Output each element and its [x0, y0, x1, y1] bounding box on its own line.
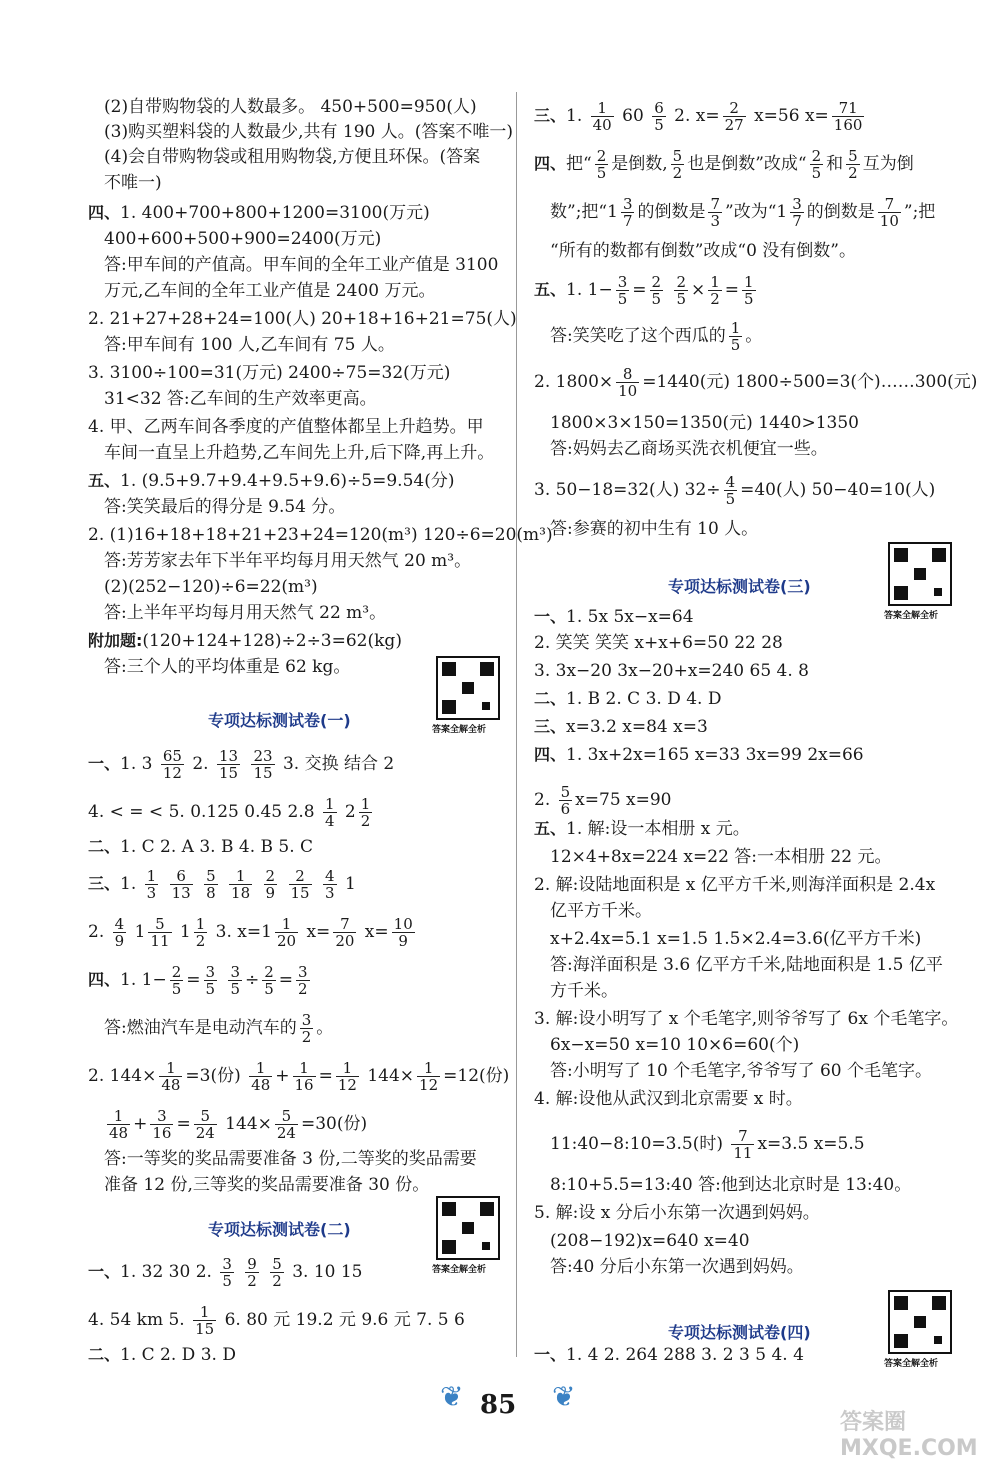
fraction: $\frac{1}{15}$: [195, 1303, 215, 1338]
answer-line: [534, 1344, 804, 1366]
answer-line: [88, 470, 454, 492]
section-title-3: 专项达标测试卷(三): [668, 577, 811, 596]
answer-text: 3. 50−18=32(人) 32÷ $\frac{4}{5}$ =40(人) 50−40=10(人): [534, 473, 936, 508]
answer-line: [550, 1034, 799, 1056]
answer-text: x+2.4x=5.1 x=1.5 1.5×2.4=3.6(亿平方千米): [550, 929, 922, 949]
answer-line: [104, 388, 377, 410]
answer-text: 答:三个人的平均体重是 62 kg。: [104, 657, 351, 677]
section-number: 附加题:: [88, 631, 143, 650]
fraction: $\frac{1}{16}$: [294, 1059, 314, 1094]
fraction: $\frac{3}{5}$: [230, 963, 240, 998]
fraction: $\frac{1}{48}$: [109, 1107, 129, 1142]
answer-line: [550, 1174, 911, 1196]
answer-line: [550, 1256, 804, 1278]
answer-text: 2. 21+27+28+24=100(人) 20+18+16+21=75(人): [88, 309, 517, 329]
answer-line: [104, 96, 477, 118]
qr-code-icon[interactable]: [888, 542, 952, 606]
fraction: $\frac{1}{48}$: [251, 1059, 271, 1094]
answer-text: 1. 解:设一本相册 x 元。: [566, 819, 750, 839]
answer-text: 答:海洋面积是 3.6 亿平方千米,陆地面积是 1.5 亿平: [550, 955, 943, 975]
answer-line: [550, 438, 828, 460]
answer-line: [88, 524, 553, 546]
answer-line: [104, 280, 435, 302]
answer-text: 1. 4 2. 264 288 3. 2 3 5 4. 4: [566, 1345, 804, 1365]
qr-caption: 答案全解全析: [432, 1265, 487, 1275]
answer-line: [550, 1128, 865, 1161]
answer-line: [104, 146, 480, 168]
answer-text: 1. (9.5+9.7+9.4+9.5+9.6)÷5=9.54(分): [120, 471, 455, 491]
answer-text: 1. 5x 5x−x=64: [566, 607, 694, 627]
answer-line: [88, 1304, 465, 1337]
answer-text: 万元,乙车间的全年工业产值是 2400 万元。: [104, 281, 436, 301]
fraction: $\frac{1}{5}$: [744, 273, 754, 308]
answer-line: [550, 846, 891, 868]
fraction: $\frac{5}{24}$: [276, 1107, 296, 1142]
column-divider: [516, 92, 517, 1357]
answer-line: [104, 550, 471, 572]
fraction: $\frac{1}{12}$: [419, 1059, 439, 1094]
answer-line: [550, 1230, 750, 1252]
answer-text: 1. C 2. D 3. D: [120, 1345, 236, 1365]
fraction: $\frac{5}{2}$: [848, 147, 858, 182]
fraction: $\frac{5}{2}$: [672, 147, 683, 182]
fraction: $\frac{7}{3}$: [710, 195, 721, 230]
answer-text: 答:燃油汽车是电动汽车的 $\frac{3}{2}$ 。: [104, 1011, 334, 1046]
answer-text: 4. 甲、乙两车间各季度的产值整体都呈上升趋势。甲: [88, 417, 484, 437]
answer-text: 答:芳芳家去年下半年平均每月用天然气 20 m³。: [104, 551, 472, 571]
watermark: 答案圈 MXQE.COM: [840, 1410, 978, 1461]
fraction: $\frac{2}{5}$: [811, 147, 822, 182]
answer-text: 31<32 答:乙车间的生产效率更高。: [104, 389, 377, 409]
answer-line: [550, 980, 618, 1002]
fraction: $\frac{3}{5}$: [205, 963, 216, 998]
answer-line: [104, 1148, 477, 1170]
answer-text: 12×4+8x=224 x=22 答:一本相册 22 元。: [550, 847, 892, 867]
section-number: 四、: [534, 745, 567, 764]
qr-code-icon[interactable]: [436, 1196, 500, 1260]
answer-text: 4. 解:设他从武汉到北京需要 x 时。: [534, 1089, 803, 1109]
palm-decoration-icon: ❦: [440, 1380, 464, 1413]
answer-line: [88, 916, 418, 949]
answer-line: [534, 100, 867, 133]
answer-text: $\frac{1}{48}$ + $\frac{3}{16}$ = $\frac{5}{24}$ 144× $\frac{5}{24}$ =30(份): [109, 1107, 368, 1142]
fraction: $\frac{9}{2}$: [247, 1255, 257, 1290]
fraction: $\frac{4}{3}$: [325, 867, 335, 902]
answer-line: [104, 228, 381, 250]
qr-code-icon[interactable]: [888, 1290, 952, 1354]
answer-text: 6x−x=50 x=10 10×6=60(个): [550, 1035, 800, 1055]
answer-text: 答:妈妈去乙商场买洗衣机便宜一些。: [550, 439, 828, 459]
fraction: $\frac{2}{5}$: [596, 147, 607, 182]
answer-text: 2. 笑笑 笑笑 x+x+6=50 22 28: [534, 633, 783, 653]
answer-line: [104, 254, 498, 276]
answer-line: [534, 716, 708, 738]
answer-text: 400+600+500+900=2400(万元): [104, 229, 382, 249]
answer-line: [550, 196, 935, 229]
section-number: 一、: [534, 607, 567, 626]
section-number: 三、: [88, 874, 121, 893]
fraction: $\frac{1}{40}$: [592, 99, 612, 134]
section-number: 五、: [534, 819, 567, 838]
section-number: 四、: [88, 203, 121, 222]
answer-line: [88, 796, 375, 829]
answer-text: (4)会自带购物袋或租用购物袋,方便且环保。(答案: [104, 147, 481, 167]
fraction: $\frac{2}{5}$: [651, 273, 662, 308]
answer-line: [550, 1060, 932, 1082]
fraction: $\frac{5}{24}$: [195, 1107, 215, 1142]
answer-line: [534, 474, 935, 507]
answer-text: 答:甲车间有 100 人,乙车间有 75 人。: [104, 335, 395, 355]
section-number: 二、: [534, 689, 567, 708]
answer-line: [550, 928, 921, 950]
fraction: $\frac{1}{2}$: [710, 273, 720, 308]
answer-text: 亿平方千米。: [550, 901, 652, 921]
answer-line: [534, 606, 694, 628]
fraction: $\frac{4}{9}$: [114, 915, 125, 950]
answer-line: [534, 818, 750, 840]
fraction: $\frac{1}{3}$: [146, 867, 157, 902]
answer-line: [534, 874, 935, 896]
fraction: $\frac{3}{7}$: [792, 195, 802, 230]
fraction: $\frac{1}{4}$: [324, 795, 335, 830]
fraction: $\frac{3}{16}$: [152, 1107, 172, 1142]
fraction: $\frac{2}{9}$: [265, 867, 276, 902]
answer-text: 2. 解:设陆地面积是 x 亿平方千米,则海洋面积是 2.4x: [534, 875, 936, 895]
answer-text: 车间一直呈上升趋势,乙车间先上升,后下降,再上升。: [104, 443, 495, 463]
answer-line: [104, 172, 162, 194]
answer-text: 1. B 2. C 3. D 4. D: [566, 689, 722, 709]
answer-line: [88, 1060, 509, 1093]
answer-text: 答:小明写了 10 个毛笔字,爷爷写了 60 个毛笔字。: [550, 1061, 933, 1081]
answer-text: 2. 144× $\frac{1}{48}$ =3(份) $\frac{1}{48}$ + $\frac{1}{16}$ = $\frac{1}{12}$ 144× $\frac{1}{12}$ =12(份): [88, 1059, 510, 1094]
answer-line: [104, 496, 345, 518]
answer-line: [88, 748, 394, 781]
answer-line: [550, 954, 943, 976]
answer-text: 答:甲车间的产值高。甲车间的全年工业产值是 3100: [104, 255, 499, 275]
fraction: $\frac{6}{5}$: [654, 99, 664, 134]
answer-line: [534, 148, 914, 181]
answer-text: “所有的数都有倒数”改成“0 没有倒数”。: [550, 241, 856, 261]
answer-text: (2)自带购物袋的人数最多。 450+500=950(人): [104, 97, 477, 117]
fraction: $\frac{71}{160}$: [833, 99, 863, 134]
section-title-2: 专项达标测试卷(二): [208, 1220, 351, 1239]
answer-line: [550, 240, 856, 262]
fraction: $\frac{5}{2}$: [272, 1255, 282, 1290]
answer-line: [534, 1202, 820, 1224]
answer-line: [88, 630, 402, 652]
answer-line: [534, 660, 809, 682]
answer-text: 1. $\frac{1}{40}$ 60 $\frac{6}{5}$ 2. x= $\frac{2}{27}$ x=56 x= $\frac{71}{160}$: [566, 99, 863, 134]
answer-line: [534, 1008, 958, 1030]
answer-line: [104, 1174, 429, 1196]
answer-line: [88, 308, 517, 330]
answer-line: [534, 784, 672, 817]
answer-text: 2. 1800× $\frac{8}{10}$ =1440(元) 1800÷500=3(个)……300(元): [534, 365, 978, 400]
answer-text: 5. 解:设 x 分后小东第一次遇到妈妈。: [534, 1203, 820, 1223]
answer-line: [550, 412, 859, 434]
fraction: $\frac{8}{10}$: [618, 365, 638, 400]
fraction: $\frac{1}{2}$: [195, 915, 206, 950]
answer-text: 准备 12 份,三等奖的奖品需要准备 30 份。: [104, 1175, 430, 1195]
section-number: 五、: [88, 471, 121, 490]
fraction: $\frac{3}{5}$: [222, 1255, 232, 1290]
answer-text: 4. < = < 5. 0.125 0.45 2.8 $\frac{1}{4}$ 2 $\frac{1}{2}$: [88, 795, 371, 830]
answer-text: 1. $\frac{1}{3}$ $\frac{6}{13}$ $\frac{5}{8}$ $\frac{1}{18}$ $\frac{2}{9}$ $\frac{2}{15}$ $\frac{4}{3}$ 1: [120, 867, 356, 902]
qr-caption: 答案全解全析: [884, 611, 939, 621]
answer-text: 1800×3×150=1350(元) 1440>1350: [550, 413, 859, 433]
fraction: $\frac{1}{2}$: [360, 795, 371, 830]
answer-line: [534, 744, 864, 766]
fraction: $\frac{3}{2}$: [298, 963, 308, 998]
answer-text: 1. 1− $\frac{2}{5}$ = $\frac{3}{5}$ $\frac{3}{5}$ ÷ $\frac{2}{5}$ = $\frac{3}{2}$: [120, 963, 308, 998]
fraction: $\frac{4}{5}$: [725, 473, 736, 508]
answer-text: 2. $\frac{4}{9}$ 1 $\frac{5}{11}$ 1 $\frac{1}{2}$ 3. x=1 $\frac{1}{20}$ x= $\frac{7}{20}$ x= $\frac{10}{9}$: [88, 915, 413, 950]
answer-text: (2)(252−120)÷6=22(m³): [104, 577, 318, 597]
answer-line: [534, 688, 721, 710]
answer-text: 答:一等奖的奖品需要准备 3 份,二等奖的奖品需要: [104, 1149, 477, 1169]
answer-line: [550, 900, 652, 922]
fraction: $\frac{7}{20}$: [335, 915, 355, 950]
answer-text: 1. 1− $\frac{3}{5}$ = $\frac{2}{5}$ $\frac{2}{5}$ × $\frac{1}{2}$ = $\frac{1}{5}$: [566, 273, 754, 308]
answer-text: 答:参赛的初中生有 10 人。: [550, 519, 759, 539]
answer-line: [88, 362, 450, 384]
fraction: $\frac{65}{12}$: [162, 747, 182, 782]
fraction: $\frac{7}{11}$: [733, 1127, 753, 1162]
answer-text: 1. C 2. A 3. B 4. B 5. C: [120, 837, 314, 857]
answer-text: (3)购买塑料袋的人数最少,共有 190 人。(答案不唯一): [104, 122, 514, 142]
answer-text: 答:笑笑最后的得分是 9.54 分。: [104, 497, 346, 517]
section-number: 一、: [88, 754, 121, 773]
section-number: 四、: [534, 154, 567, 173]
fraction: $\frac{13}{15}$: [218, 747, 239, 782]
answer-text: 1. 32 30 2. $\frac{3}{5}$ $\frac{9}{2}$ $\frac{5}{2}$ 3. 10 15: [120, 1255, 363, 1290]
fraction: $\frac{1}{18}$: [231, 867, 251, 902]
qr-caption: 答案全解全析: [884, 1359, 939, 1369]
answer-text: 4. 54 km 5. $\frac{1}{15}$ 6. 80 元 19.2 元 9.6 元 7. 5 6: [88, 1303, 465, 1338]
answer-line: [88, 836, 313, 858]
answer-line: [88, 1344, 236, 1366]
fraction: $\frac{3}{7}$: [622, 195, 633, 230]
answer-line: [534, 274, 759, 307]
answer-line: [88, 416, 484, 438]
section-title-4: 专项达标测试卷(四): [668, 1323, 811, 1342]
answer-line: [104, 576, 318, 598]
answer-text: 3. 3100÷100=31(万元) 2400÷75=32(万元): [88, 363, 451, 383]
fraction: $\frac{5}{6}$: [560, 783, 571, 818]
answer-text: 2. $\frac{5}{6}$ x=75 x=90: [534, 783, 672, 818]
answer-line: [104, 1012, 333, 1045]
answer-text: 把“ $\frac{2}{5}$ 是倒数, $\frac{5}{2}$ 也是倒数”改成“ $\frac{2}{5}$ 和 $\frac{5}{2}$ 互为倒: [566, 147, 914, 182]
answer-line: [104, 602, 386, 624]
answer-line: [88, 964, 313, 997]
answer-line: [534, 366, 977, 399]
section-number: 一、: [88, 1262, 121, 1281]
fraction: $\frac{1}{5}$: [730, 319, 741, 354]
fraction: $\frac{1}{48}$: [161, 1059, 181, 1094]
fraction: $\frac{6}{13}$: [171, 867, 191, 902]
section-title-1: 专项达标测试卷(一): [208, 711, 351, 730]
fraction: $\frac{2}{5}$: [171, 963, 182, 998]
section-number: 五、: [534, 280, 567, 299]
answer-line: [104, 334, 395, 356]
section-number: 一、: [534, 1345, 567, 1364]
fraction: $\frac{5}{8}$: [206, 867, 216, 902]
answer-line: [104, 656, 350, 678]
answer-text: 数”;把“1 $\frac{3}{7}$ 的倒数是 $\frac{7}{3}$ ”改为“1 $\frac{3}{7}$ 的倒数是 $\frac{7}{10}$ ”;把: [550, 195, 936, 230]
fraction: $\frac{2}{5}$: [676, 273, 686, 308]
answer-line: [88, 202, 430, 224]
answer-line: [104, 442, 494, 464]
fraction: $\frac{2}{5}$: [264, 963, 274, 998]
fraction: $\frac{7}{10}$: [879, 195, 899, 230]
answer-text: 不唯一): [104, 173, 162, 193]
fraction: $\frac{10}{9}$: [393, 915, 413, 950]
answer-text: 8:10+5.5=13:40 答:他到达北京时是 13:40。: [550, 1175, 912, 1195]
qr-code-icon[interactable]: [436, 656, 500, 720]
answer-text: 3. 3x−20 3x−20+x=240 65 4. 8: [534, 661, 809, 681]
answer-line: [550, 320, 762, 353]
answer-text: (208−192)x=640 x=40: [550, 1231, 750, 1251]
fraction: $\frac{2}{15}$: [290, 867, 310, 902]
palm-decoration-icon: ❦: [552, 1380, 576, 1413]
page-number: 85: [480, 1390, 517, 1420]
answer-text: 1. 400+700+800+1200=3100(万元): [120, 203, 430, 223]
fraction: $\frac{3}{5}$: [617, 273, 628, 308]
qr-caption: 答案全解全析: [432, 725, 487, 735]
fraction: $\frac{1}{20}$: [276, 915, 297, 950]
answer-line: [104, 1108, 367, 1141]
fraction: $\frac{23}{15}$: [253, 747, 273, 782]
answer-line: [550, 518, 758, 540]
answer-text: 答:上半年平均每月用天然气 22 m³。: [104, 603, 387, 623]
answer-text: 3. 解:设小明写了 x 个毛笔字,则爷爷写了 6x 个毛笔字。: [534, 1009, 959, 1029]
answer-line: [534, 1088, 803, 1110]
answer-text: 答:笑笑吃了这个西瓜的 $\frac{1}{5}$ 。: [550, 319, 763, 354]
answer-text: 1. 3x+2x=165 x=33 3x=99 2x=66: [566, 745, 864, 765]
answer-line: [88, 868, 356, 901]
answer-line: [88, 1256, 363, 1289]
section-number: 二、: [88, 1345, 121, 1364]
answer-text: 答:40 分后小东第一次遇到妈妈。: [550, 1257, 804, 1277]
answer-text: 2. (1)16+18+18+21+23+24=120(m³) 120÷6=20(m³): [88, 525, 553, 545]
answer-text: 11:40−8:10=3.5(时) $\frac{7}{11}$ x=3.5 x=5.5: [550, 1127, 865, 1162]
answer-text: x=3.2 x=84 x=3: [566, 717, 708, 737]
fraction: $\frac{1}{12}$: [337, 1059, 357, 1094]
section-number: 三、: [534, 717, 567, 736]
answer-line: [534, 632, 783, 654]
answer-text: (120+124+128)÷2÷3=62(kg): [142, 631, 402, 651]
fraction: $\frac{5}{11}$: [150, 915, 170, 950]
answer-line: [104, 121, 513, 143]
section-number: 三、: [534, 106, 567, 125]
answer-text: 1. 3 $\frac{65}{12}$ 2. $\frac{13}{15}$ $\frac{23}{15}$ 3. 交换 结合 2: [120, 747, 395, 782]
fraction: $\frac{2}{27}$: [724, 99, 744, 134]
answer-text: 方千米。: [550, 981, 618, 1001]
section-number: 二、: [88, 837, 121, 856]
fraction: $\frac{3}{2}$: [301, 1011, 312, 1046]
section-number: 四、: [88, 970, 121, 989]
